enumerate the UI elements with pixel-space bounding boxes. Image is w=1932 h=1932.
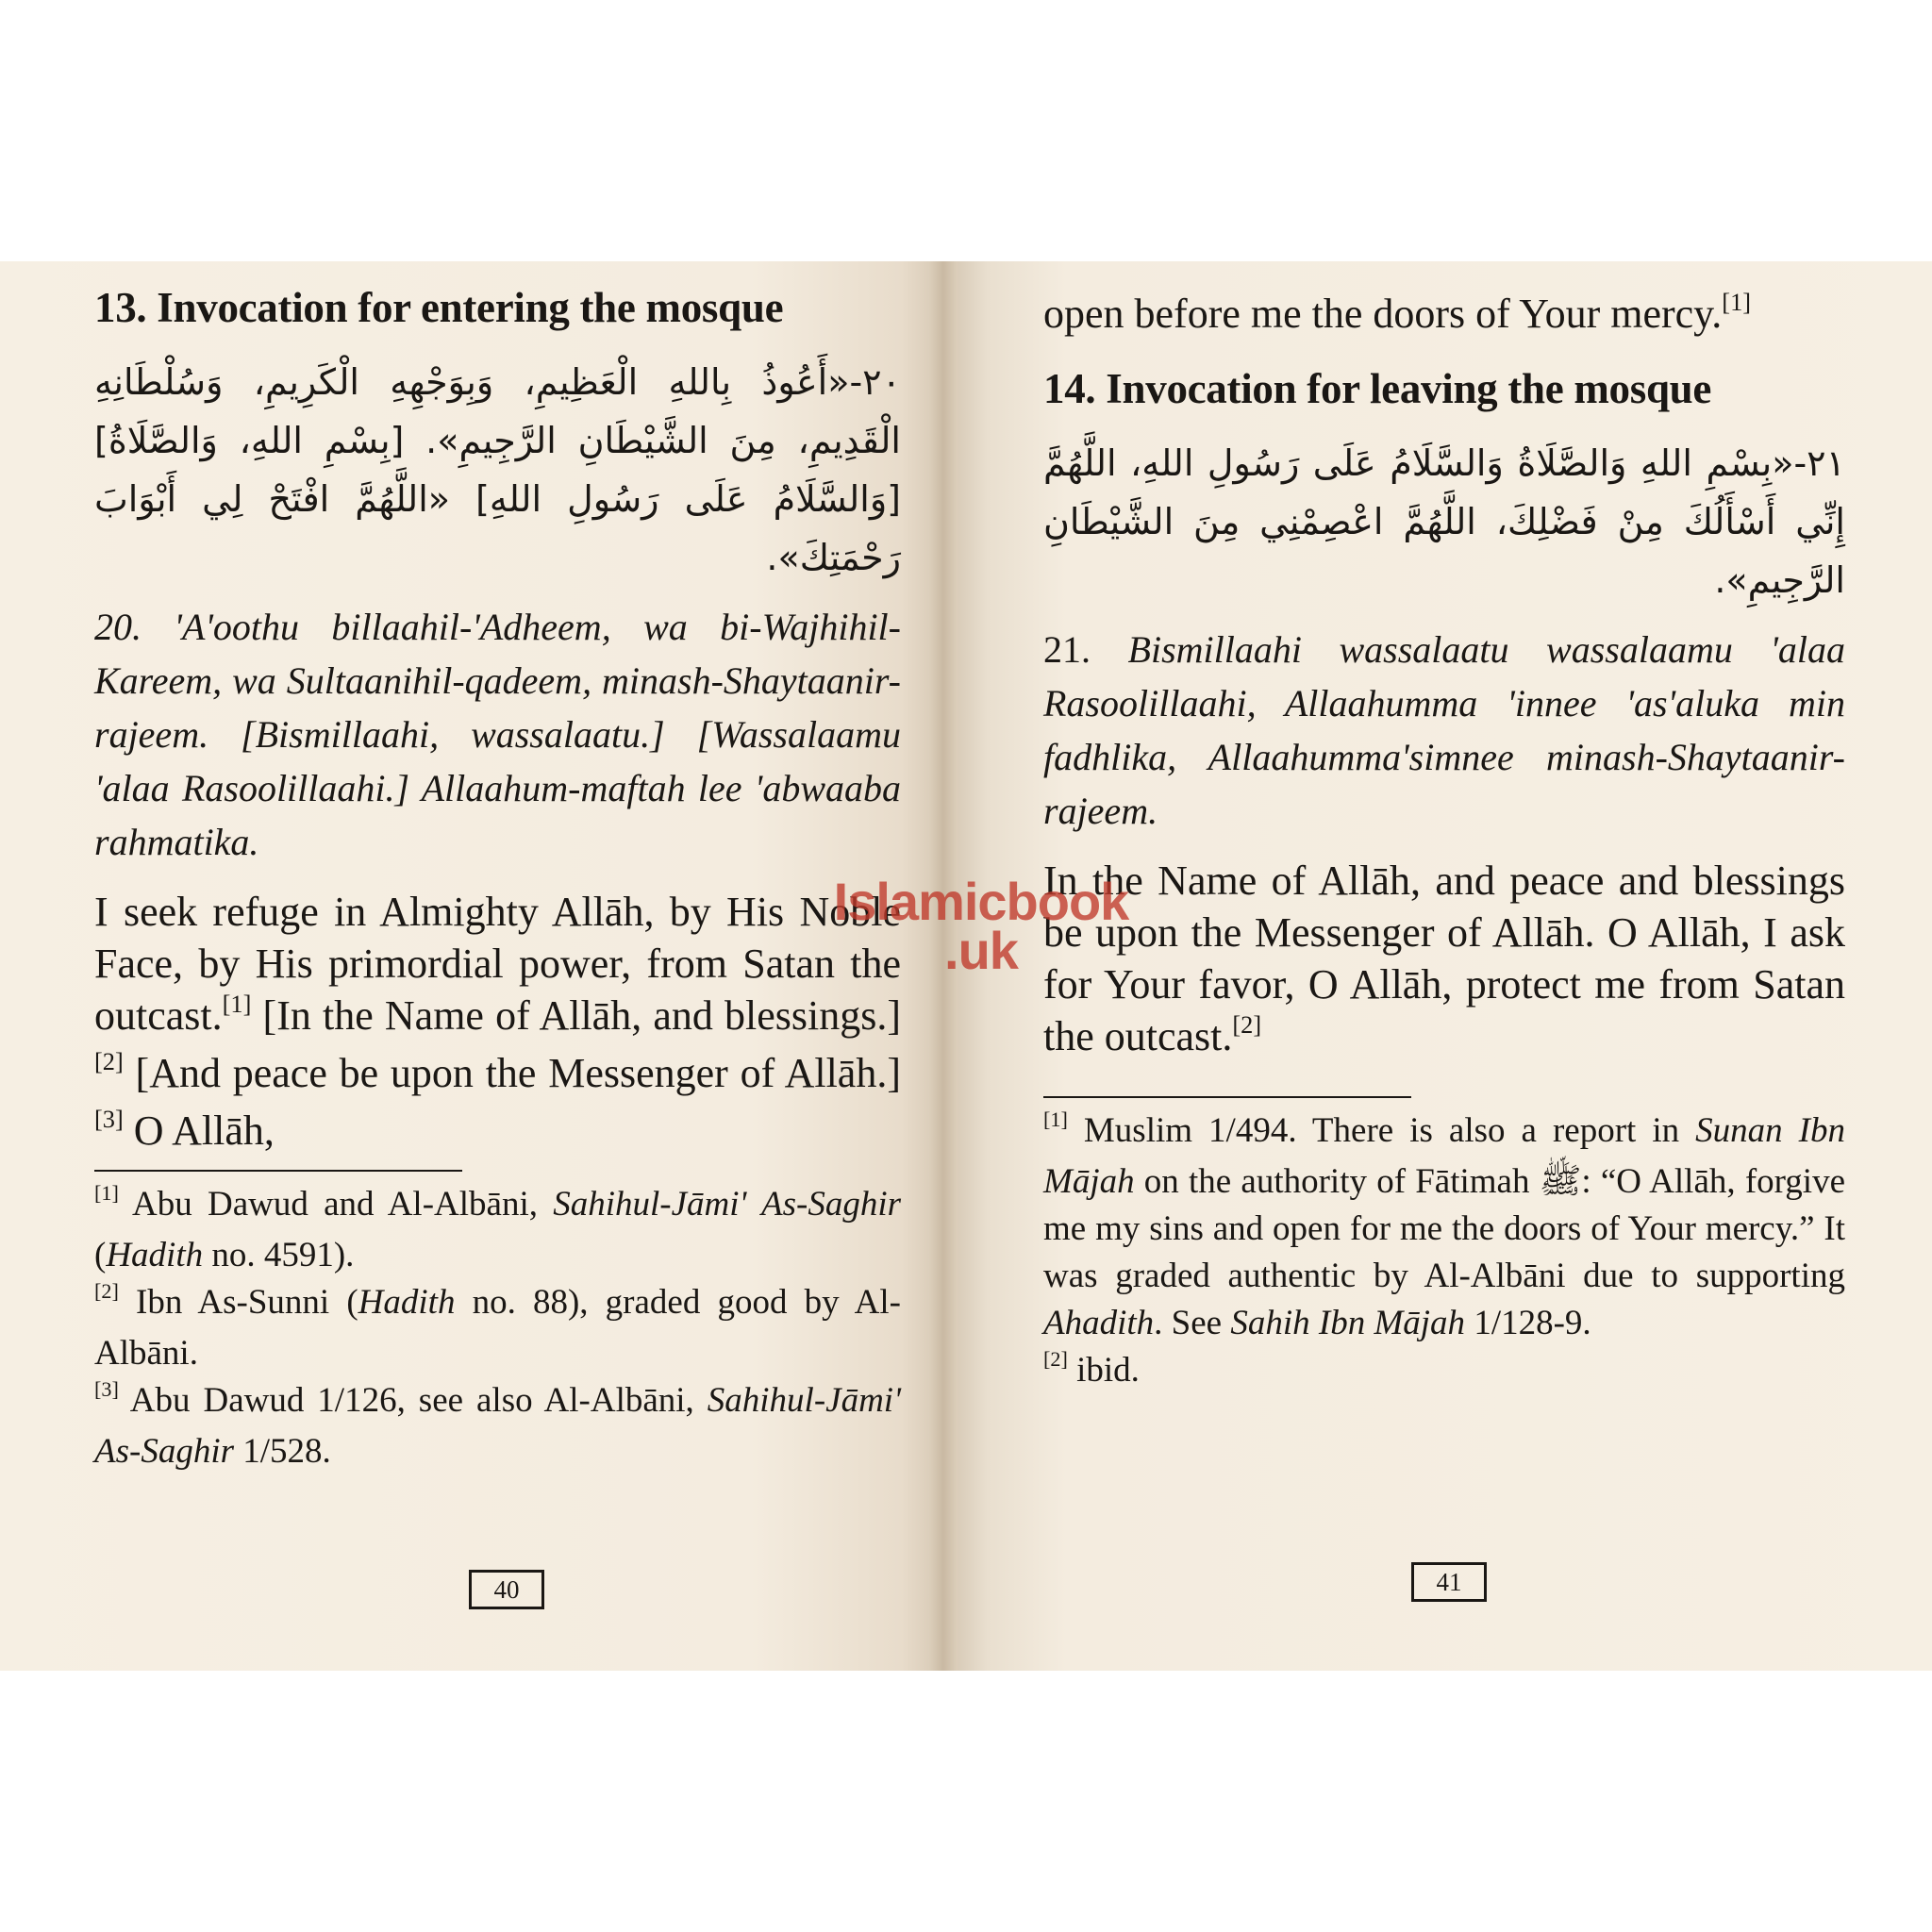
footnote-ref: [2] [1232, 1009, 1262, 1039]
section-heading-13: 13. Invocation for entering the mosque [94, 284, 784, 331]
footnote-text: no. 4591). [203, 1236, 355, 1274]
footnote-text: no. 88), graded good by Al-Albāni. [94, 1283, 901, 1373]
footnote-text: ibid. [1067, 1351, 1140, 1390]
arabic-supplication-21: ٢١-«بِسْمِ اللهِ وَالصَّلَاةُ وَالسَّلَامُ عَلَى رَسُولِ اللهِ، اللَّهُمَّ إِنِّي أَسْأَلُكَ مِنْ فَضْلِكَ، اللَّهُمَّ اعْصِمْنِي مِنَ الشَّيْطَانِ الرَّجِيمِ». [1043, 442, 1845, 601]
footnote-mark: [2] [94, 1279, 119, 1304]
footnote-ref: [1] [1722, 287, 1752, 316]
translation-20 [94, 886, 901, 1162]
translation-text: In the Name of Allāh, and peace and blessings be upon the Messenger of Allāh. O Allāh, I ask for Your favor, O Allāh, protect me from Satan the outcast. [1043, 858, 1845, 1059]
footnote-text: 1/528. [234, 1432, 331, 1471]
footnote-text-italic: Hadith [106, 1236, 204, 1274]
footnote-2 [1043, 1347, 1845, 1398]
translation-text: open before me the doors of Your mercy. [1043, 291, 1723, 337]
page-number-left: 40 [469, 1570, 544, 1609]
footnote-text: Muslim 1/494. There is also a report in [1067, 1111, 1696, 1150]
footnote-mark: [1] [94, 1181, 119, 1206]
footnote-1 [1043, 1108, 1845, 1347]
footnote-text: on the authority of Fātimah ﷺ: “O Allāh, forgive me my sins and open for me the doors of Your mercy.” It was graded authentic by Al-Albāni due to supporting [1043, 1162, 1845, 1295]
footnote-mark: [1] [1043, 1108, 1068, 1132]
footnote-text: . See [1154, 1304, 1231, 1342]
footnote-text: Ibn As-Sunni ( [118, 1283, 358, 1322]
footnote-ref: [3] [94, 1104, 124, 1133]
arabic-supplication-20: ٢٠-«أَعُوذُ بِاللهِ الْعَظِيمِ، وَبِوَجْهِهِ الْكَرِيمِ، وَسُلْطَانِهِ الْقَدِيمِ، مِنَ الشَّيْطَانِ الرَّجِيمِ». [بِسْمِ اللهِ، وَالصَّلَاةُ] [وَالسَّلَامُ عَلَى رَسُولِ اللهِ] «اللَّهُمَّ افْتَحْ لِي أَبْوَابَ رَحْمَتِكَ». [94, 361, 901, 578]
watermark-logo [792, 872, 1170, 980]
translation-text: [And peace be upon the Messenger of Allāh.] [123, 1050, 901, 1096]
transliteration-text: Bismillaahi wassalaatu wassalaamu 'alaa Rasoolillaahi, Allaahumma 'innee 'as'aluka min fadhlika, Allaahumma'simnee minash-Shaytaanir-rajeem. [1043, 628, 1845, 832]
footnote-mark: [2] [1043, 1347, 1068, 1372]
footnote-text-italic: Sunan Ibn Mājah [1043, 1111, 1845, 1201]
translation-text: [In the Name of Allāh, and blessings.] [251, 992, 901, 1039]
translation-text: O Allāh, [123, 1108, 275, 1154]
footnote-text: 1/128-9. [1465, 1304, 1591, 1342]
footnote-text: Abu Dawud and Al-Albāni, [118, 1185, 554, 1224]
footnote-ref: [2] [94, 1046, 124, 1075]
footnote-divider [94, 1170, 462, 1172]
translation-text: I seek refuge in Almighty Allāh, by His Noble Face, by His primordial power, from Satan the outcast. [94, 889, 901, 1039]
section-heading-14: 14. Invocation for leaving the mosque [1043, 365, 1712, 412]
footnote-mark: [3] [94, 1377, 119, 1402]
footnote-text: Abu Dawud 1/126, see also Al-Albāni, [118, 1381, 708, 1420]
footnote-text-italic: Ahadith [1043, 1304, 1155, 1342]
watermark-line-2: .uk [944, 921, 1018, 980]
transliteration-number: 21. [1043, 628, 1128, 671]
footnote-text-italic: Sahih Ibn Mājah [1230, 1304, 1466, 1342]
footnote-divider [1043, 1096, 1411, 1098]
footnote-3 [94, 1377, 901, 1475]
transliteration-20: 20. 'A'oothu billaahil-'Adheem, wa bi-Wajhihil-Kareem, wa Sultaanihil-qadeem, minash-Shaytaanir-rajeem. [Bismillaahi, wassalaatu.] [Wassalaamu 'alaa Rasoolillaahi.] Allaahum-maftah lee 'abwaaba rahmatika. [94, 606, 901, 863]
footnote-1 [94, 1181, 901, 1279]
transliteration-21 [1043, 623, 1845, 838]
left-page-content [94, 283, 901, 1475]
footnote-text-italic: Sahihul-Jāmi' As-Saghir [94, 1381, 901, 1471]
right-page-content [1043, 288, 1845, 1398]
page-number-right: 41 [1411, 1562, 1487, 1602]
footnote-ref: [1] [222, 989, 252, 1018]
footnote-text-italic: Hadith [358, 1283, 456, 1322]
footnote-text-italic: Sahihul-Jāmi' As-Saghir [553, 1185, 901, 1224]
footnote-2 [94, 1279, 901, 1377]
footnote-text: ( [94, 1236, 107, 1274]
translation-continuation [1043, 288, 1845, 345]
watermark-line-1: Islamicbook [833, 872, 1129, 931]
